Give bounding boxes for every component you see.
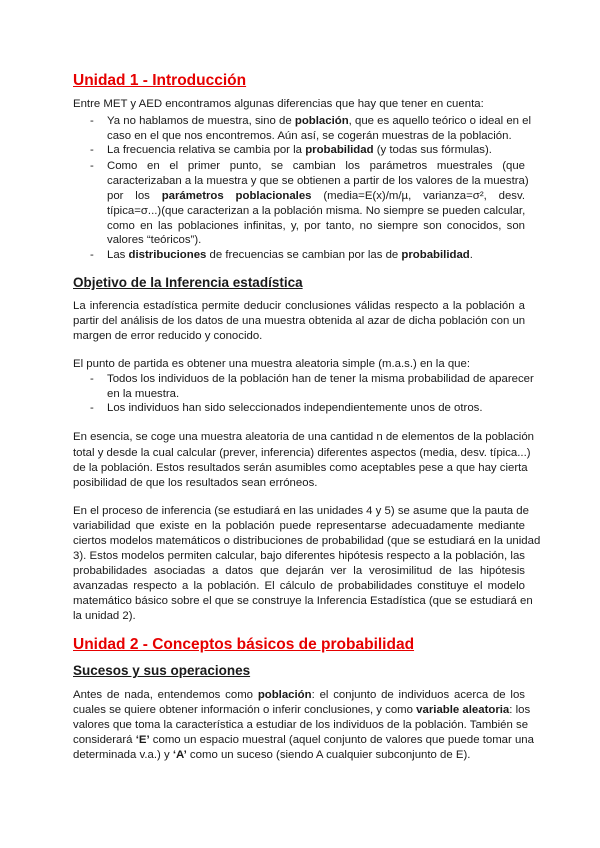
- paragraph-line: El punto de partida es obtener una muestra aleatoria simple (m.a.s.) en la que:: [73, 358, 470, 370]
- bullet-line: Las distribuciones de frecuencias se cambian por las de probabilidad.: [107, 249, 473, 261]
- bullet-line: Como en el primer punto, se cambian los parámetros muestrales (que: [107, 160, 525, 172]
- paragraph-line: ciertos modelos matemáticos o distribuciones de probabilidad (que se estudiará en la unidad: [73, 535, 541, 547]
- bullet-line: por los parámetros poblacionales (media=E(x)/m/µ, varianza=σ², desv.: [107, 190, 525, 202]
- paragraph-line: de la población. Estos resultados serán asumibles como aceptables pese a que hay cierta: [73, 462, 528, 474]
- paragraph-line: cuales se quiere obtener información o inferir conclusiones, y como variable aleatoria: los: [73, 704, 531, 716]
- bullet-line: Los individuos han sido seleccionados independientemente unos de otros.: [107, 402, 483, 414]
- paragraph-line: variabilidad que existe en la población puede representarse adecuadamente mediante: [73, 520, 525, 532]
- bullet-line: Todos los individuos de la población han de tener la misma probabilidad de aparecer: [107, 373, 534, 385]
- bullet-dash: -: [90, 249, 94, 261]
- bullet-dash: -: [90, 115, 94, 127]
- bullet-line: La frecuencia relativa se cambia por la probabilidad (y todas sus fórmulas).: [107, 144, 492, 156]
- paragraph-line: matemático básico sobre el que se construye la Inferencia Estadística (que se estudiará en: [73, 595, 533, 607]
- paragraph-line: En el proceso de inferencia (se estudiará en las unidades 4 y 5) se asume que la pauta de: [73, 505, 529, 517]
- paragraph-line: posibilidad de que los resultados sean erróneos.: [73, 477, 318, 489]
- bullet-line: caso en el que nos encontremos. Aún así, se cogerán muestras de la población.: [107, 130, 512, 142]
- unit1-intro: Entre MET y AED encontramos algunas diferencias que hay que tener en cuenta:: [73, 98, 484, 110]
- bullet-dash: -: [90, 402, 94, 414]
- paragraph-line: avanzadas respecto a la población. El cálculo de probabilidades constituye el modelo: [73, 580, 525, 592]
- paragraph-line: considerará ‘E’ como un espacio muestral (aquel conjunto de valores que puede tomar una: [73, 734, 534, 746]
- paragraph-line: determinada v.a.) y ‘A’ como un suceso (siendo A cualquier subconjunto de E).: [73, 749, 471, 761]
- paragraph-line: valores que toma la característica a estudiar de los individuos de la población. También se: [73, 719, 529, 731]
- sucesos-heading: Sucesos y sus operaciones: [73, 663, 251, 678]
- objetivo-heading: Objetivo de la Inferencia estadística: [73, 275, 303, 290]
- paragraph-line: partir del análisis de los datos de una muestra obtenida al azar de dicha población con un: [73, 315, 526, 327]
- paragraph-line: probabilidades asociadas a datos que dejarán ver la verosimilitud de las hipótesis: [73, 565, 525, 577]
- bullet-line: en la muestra.: [107, 388, 180, 400]
- paragraph-line: total y desde la cual calcular (prever, inferencia) diferentes aspectos (media, desv. típica...): [73, 447, 531, 459]
- bullet-line: típica=σ...)(que caracterizan a la población misma. No siempre se pueden calcular,: [107, 205, 526, 217]
- bullet-dash: -: [90, 160, 94, 172]
- paragraph-line: Antes de nada, entendemos como población: el conjunto de individuos acerca de los: [73, 689, 525, 701]
- bullet-line: valores “teóricos”).: [107, 234, 202, 246]
- bullet-dash: -: [90, 373, 94, 385]
- paragraph-line: la unidad 2).: [73, 610, 136, 622]
- bullet-line: caracterizaban a la muestra y que se obtienen a partir de los valores de la muestra): [107, 175, 529, 187]
- paragraph-line: margen de error reducido y conocido.: [73, 330, 263, 342]
- paragraph-line: En esencia, se coge una muestra aleatoria de una cantidad n de elementos de la población: [73, 431, 535, 443]
- unit1-heading: Unidad 1 - Introducción: [73, 72, 247, 89]
- bullet-line: como en las poblaciones infinitas, y, por tanto, no siempre son conocidos, son: [107, 220, 525, 232]
- unit2-heading: Unidad 2 - Conceptos básicos de probabilidad: [73, 636, 415, 653]
- bullet-dash: -: [90, 144, 94, 156]
- paragraph-line: 3). Estos modelos permiten calcular, bajo diferentes hipótesis respecto a la población, las: [73, 550, 525, 562]
- bullet-line: Ya no hablamos de muestra, sino de población, que es aquello teórico o ideal en el: [107, 115, 532, 127]
- paragraph-line: La inferencia estadística permite deducir conclusiones válidas respecto a la población a: [73, 300, 525, 312]
